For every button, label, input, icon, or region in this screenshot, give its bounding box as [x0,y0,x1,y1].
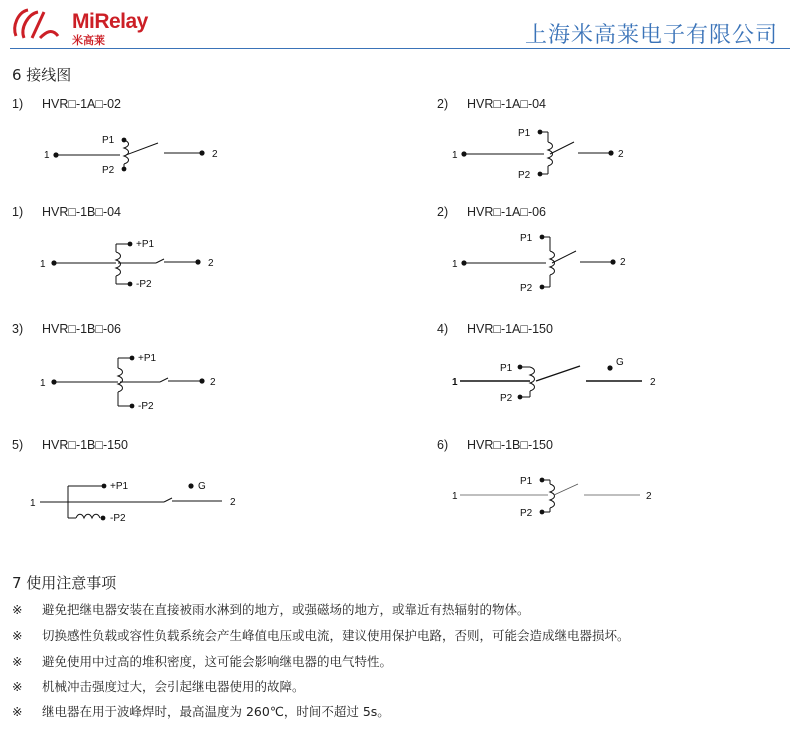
svg-text:1: 1 [452,259,458,270]
svg-text:1: 1 [452,491,458,502]
svg-text:P1: P1 [520,476,533,487]
svg-text:P2: P2 [518,170,531,181]
diagram-label-2: 2) HVR□-1A□-04 [437,97,547,111]
svg-text:G: G [616,357,624,368]
svg-text:2: 2 [212,149,218,160]
diagram-label-3: 1) HVR□-1B□-04 [12,205,122,219]
svg-text:+P1: +P1 [110,481,129,492]
section-6-title: 6 接线图 [12,66,72,84]
diagram-label-4: 2) HVR□-1A□-06 [437,205,547,219]
svg-text:G: G [198,481,206,492]
svg-text:1: 1 [452,377,458,388]
svg-text:P2: P2 [500,393,513,404]
svg-text:P1: P1 [520,233,533,244]
note-item: ※ 避免把继电器安装在直接被雨水淋到的地方，或强磁场的地方，或靠近有热辐射的物体。 [12,602,530,617]
wiring-diagram-6 [448,350,668,410]
svg-text:P1: P1 [102,135,115,146]
diagram-label-6: 4) HVR□-1A□-150 [437,322,553,336]
mirelay-logo [10,6,170,47]
svg-text:1: 1 [452,150,458,161]
svg-text:P2: P2 [520,283,533,294]
svg-text:1: 1 [40,378,46,389]
wiring-diagram-2 [448,122,648,182]
svg-text:-P2: -P2 [136,279,152,290]
brand-name-en: MiRelay [72,10,148,33]
svg-text:+P1: +P1 [138,353,157,364]
svg-text:-P2: -P2 [110,513,126,524]
diagram-label-5: 3) HVR□-1B□-06 [12,322,122,336]
svg-text:2: 2 [646,491,652,502]
note-item: ※ 切换感性负载或容性负载系统会产生峰值电压或电流，建议使用保护电路，否则，可能会造成继电器损坏。 [12,628,630,643]
svg-text:2: 2 [210,377,216,388]
svg-text:1: 1 [30,498,36,509]
wiring-diagram-1 [40,125,240,180]
svg-text:1: 1 [40,259,46,270]
wiring-diagram-3 [38,232,238,294]
svg-text:P1: P1 [500,363,513,374]
svg-text:P1: P1 [518,128,531,139]
svg-text:2: 2 [208,258,214,269]
wiring-diagram-7 [28,470,248,530]
svg-text:P2: P2 [520,508,533,519]
svg-text:2: 2 [620,257,626,268]
svg-text:2: 2 [230,497,236,508]
logo-mark-icon [10,6,66,42]
company-name: 上海米高莱电子有限公司 [524,23,778,48]
diagram-label-8: 6) HVR□-1B□-150 [437,438,553,452]
svg-text:2: 2 [618,149,624,160]
wiring-diagram-4 [448,227,648,295]
note-item: ※ 机械冲击强度过大，会引起继电器使用的故障。 [12,679,305,694]
svg-text:2: 2 [650,377,656,388]
wiring-diagram-5 [38,348,238,414]
svg-text:1: 1 [44,150,50,161]
svg-text:+P1: +P1 [136,239,155,250]
brand-name-cn: 米高莱 [72,34,105,47]
note-item: ※ 避免使用中过高的堆积密度，这可能会影响继电器的电气特性。 [12,654,393,669]
section-7-title: 7 使用注意事项 [12,574,117,592]
note-item: ※ 继电器在用于波峰焊时，最高温度为 260℃，时间不超过 5s。 [12,704,390,719]
header-divider [10,48,790,49]
svg-text:P2: P2 [102,165,115,176]
svg-text:-P2: -P2 [138,401,154,412]
diagram-label-7: 5) HVR□-1B□-150 [12,438,128,452]
diagram-label-1: 1) HVR□-1A□-02 [12,97,122,111]
wiring-diagram-8 [448,470,668,526]
